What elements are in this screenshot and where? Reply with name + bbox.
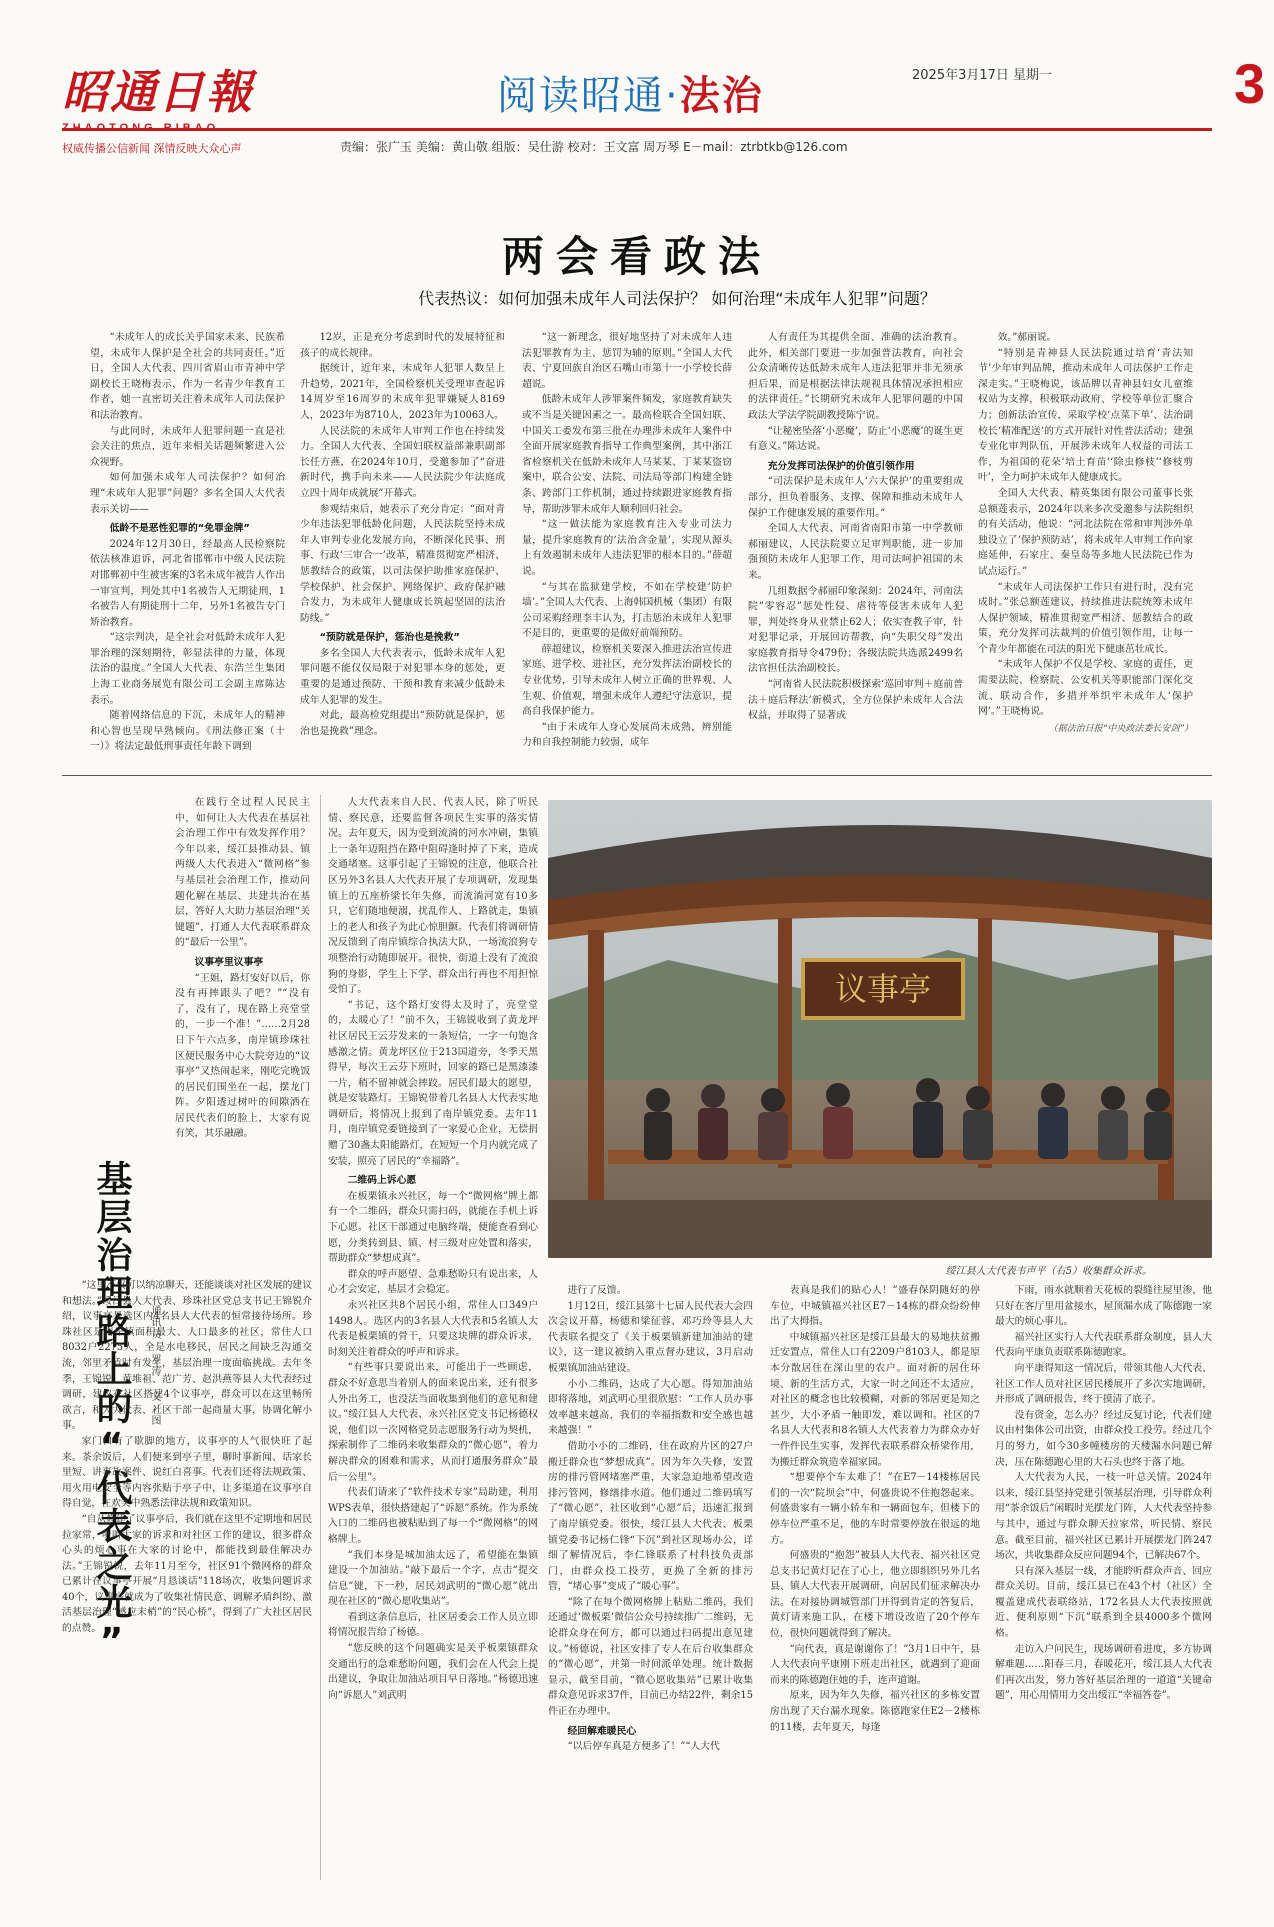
paragraph: 低龄未成年人涉罪案件频发，家庭教育缺失或不当是关键因素之一。最高检联合全国妇联、中国关工委发布第三批在办理涉未成年人案件中全面开展家庭教育指导工作典型案例，其中浙江省检察机关在低龄未成年人马某某、丁某某盗窃案中，联合公安、法院、司法局等部门构建全链条、跨部门工作机制，通过持续跟进家庭教育指导，帮助涉罪未成年人顺利回归社会。 xyxy=(522,394,732,515)
section-subheading: 二维码上诉心愿 xyxy=(347,1175,417,1187)
paragraph: “想要停个车太难了！”在E7－14楼栋居民们的一次“院坝会”中，何盛贵说不住抱怨起来。何盛贵家有一辆小轿车和一辆面包车，但楼下的停车位严重不足，他的车时常要停放在很远的地方。 xyxy=(770,1472,980,1546)
article1-column-4 xyxy=(748,330,963,760)
paragraph: “以后停车真是方便多了！”“人大代 xyxy=(567,1741,720,1753)
paragraph: 进行了反馈。 xyxy=(567,1285,627,1296)
paragraph: “这一新理念，很好地坚持了对未成年人违法犯罪教育为主、惩罚为辅的原则。”全国人大代表、宁夏回族自治区石嘴山市第十一小学校长薛超说。 xyxy=(522,332,732,390)
paragraph: “这一做法能为家庭教育注入专业司法力量，提升家庭教育的‘法治含金量’，实现从源头上有效遏制未成年人违法犯罪的根本目的。”薛超说。 xyxy=(522,519,732,577)
paragraph: 家门口有了歇脚的地方，议事亭的人气很快旺了起来。茶余饭后，人们便来到亭子里，聊时事新闻、话家长里短、讲事故案件、说红白喜事。代表们还将法规政策、用火用电安全等内容张贴于亭子中，让多渠道在议事亭自得自觉，在欢笑中熟悉法律法规和政策知识。 xyxy=(62,1435,312,1510)
paragraph: 参观结束后，她表示了充分肯定：“面对青少年违法犯罪低龄化问题，人民法院坚持未成年人审判专业化发展方向，不断深化民事、刑事、行政‘三审合一’改革，精准贯彻宽严相济、惩教结合的政策，以司法保护助推家庭保护、学校保护、社会保护、网络保护、政府保护融合发力，为未成年人健康成长筑起坚固的法治防线。” xyxy=(300,503,505,624)
paragraph: 多名全国人大代表表示，低龄未成年人犯罪问题不能仅仅局限于对犯罪本身的惩处，更重要的是通过预防、干预和教育来减少低龄未成年人犯罪的发生。 xyxy=(300,647,505,706)
issue-date: 2025年3月17日 星期一 xyxy=(912,68,1053,83)
paragraph: “未成年人司法保护工作只有进行时，没有完成时。”张总额莲建议，持续推进法院统筹未成年人保护领域，精准贯彻宽严相济、惩教结合的政策，充分发挥司法裁判的价值引领作用，让每一个青少年都能在司法的阳光下健康茁壮成长。 xyxy=(978,581,1193,655)
article2-author: 通讯员 罗涛 文／图 xyxy=(149,1305,160,1427)
article2-column-c xyxy=(328,795,538,1880)
paragraph: 人大代表为人民，一枝一叶总关情。2024年以来，绥江县坚持党建引领基层治理，引导群众利用“茶余饭后”闲暇时光摆龙门阵，人大代表坚持参与其中，通过与群众聊天拉家常，听民情、察民意。截至目前，福兴社区已累计开展摆龙门阵247场次，共收集群众反应问题94个，已解决67个。 xyxy=(995,1472,1212,1562)
article2-column-a xyxy=(175,795,310,1270)
logo-chinese: 昭通日報 xyxy=(62,65,254,119)
paragraph: 下雨，雨水就顺着天花板的裂缝往屋里渗，他只好在客厅里用盆接水，屋顶漏水成了陈德跑一家最大的烦心事儿。 xyxy=(995,1285,1212,1328)
paragraph: 1月12日，绥江县第十七届人民代表大会四次会议开幕，杨德和梁征蓉、邓巧玲等县人大代表联名提交了《关于板栗镇新建加油站的建议》，这一建议被纳入重点督办建议，3月启动板栗镇加油站建设。 xyxy=(548,1300,753,1374)
paragraph: “河南省人民法院积极探索‘巡回审判＋庭前普法＋庭后释法’新模式，全方位保护未成年人合法权益，并取得了显著成 xyxy=(748,679,963,722)
section-separator: · xyxy=(665,73,680,119)
paragraph: “自从修建了议事亭后，我们就在这里不定期地和居民拉家常，听听大家的诉求和对社区工作的建议，很多群众心头的烦心事在大家的讨论中，都能找到最佳解决办法。”王锦锐说，去年11月至今，社区91个微网格的群众已累计在议事亭开展“月恳谈话”118场次，收集问题诉求40个，议事亭就成为了收集社情民意、调解矛盾纠纷、激活基层治理“感应末梢”的“民心桥”，得到了广大社区居民的点赞。 xyxy=(62,1513,312,1635)
paragraph: 没有资金，怎么办？经过反复讨论，代表们建议由村集体公司出资，由群众投工投劳。经过几个月的努力，如今30多幢楼房的天楼漏水问题已解决，压在陈德跑心里的大石头也终于落了地。 xyxy=(995,1409,1212,1468)
paragraph: 代表们请来了“软件技术专家”局助建，利用WPS表单，很快搭建起了“诉愿”系统。作为系统入口的二维码也被粘贴到了每一个“微网格”的网格牌上。 xyxy=(328,1487,538,1545)
paragraph: “让秘密坠落‘小恶魔’，防止‘小恶魔’的诞生更有意义。”陈达说。 xyxy=(748,425,963,453)
article2-headline: 基层治理路上的“代表之光” xyxy=(91,1160,132,1664)
paragraph: “未成年人的成长关乎国家未来、民族希望，未成年人保护是全社会的共同责任。”近日，全国人大代表、四川省眉山市青神中学副校长王晓梅表示，作为一名青少年教育工作者，她一直密切关注着未成年人司法保护和法治教育。 xyxy=(90,332,285,421)
column-rule xyxy=(320,795,321,1880)
article-divider xyxy=(62,775,1212,776)
logo-slogan: 权威传播公信新闻 深情反映大众心声 xyxy=(62,142,242,155)
paragraph: 人民法院的未成年人审判工作也在持续发力。全国人大代表、全国妇联权益部兼职副部长任方燕，在2024年10月，受邀参加了“奋进新时代，携手向未来——人民法院少年法庭成立四十周年成就展”开幕式。 xyxy=(300,425,505,499)
article-source: （据法治日报“中央政法委长安剑”） xyxy=(1048,723,1193,734)
paragraph: 在板栗镇永兴社区，每一个“微网格”牌上都有一个二维码，群众只需扫码，就能在手机上诉下心愿。社区干部通过电脑终端，便能查看到心愿，分类转到县、镇、村三级对应处置和落实，帮助群众“梦想成真”。 xyxy=(328,1190,538,1265)
photo-caption: 绥江县人大代表韦声平（右5）收集群众诉求。 xyxy=(945,1266,1152,1277)
paragraph: “由于未成年人身心发展尚未成熟，辨别能力和自我控制能力较弱，成年 xyxy=(522,721,732,749)
paragraph: 原来，因为年久失修，福兴社区的多栋安置房出现了天台漏水现象。陈德跑家住E2－2楼栋的11楼，去年夏天，每逢 xyxy=(770,1690,980,1733)
article2-column-e xyxy=(770,1283,980,1880)
section-subheading: “预防就是保护，惩治也是挽救” xyxy=(319,632,460,644)
article1-subtitle: 代表热议：如何加强未成年人司法保护？ 如何治理“未成年人犯罪”问题？ xyxy=(418,289,936,308)
paragraph: “与其在监狱建学校，不如在学校建‘防护墙’。”全国人大代表、上海韩国机械（集团）有限公司采购经理李丰认为，打击惩治未成年人犯罪不是目的，更重要的是做好前端预防。 xyxy=(522,581,732,640)
article1-column-1 xyxy=(90,330,285,760)
article2-column-d xyxy=(548,1283,753,1880)
paragraph: “这里不仅可以纳凉聊天，还能谈谈对社区发展的建议和想法。”绥江县人大代表、珍珠社区党总支书记王锦锐介绍，议事亭是选区内4名县人大代表的恒常接待场所。珍珠社区是南岸镇面积最大、人口最多的社区，常住人口8032户2275人，全是水电移民，居民之间缺乏沟通交流，邻里矛盾时有发生，基层治理一度面临挑战。去年冬季，王锦锐、黄堆祖、范广芳、赵洪燕等县人大代表经过调研，建议在社区搭建4个议事亭，群众可以在这里畅所欲言，和人大代表、社区干部一起商量大事，协调化解小事。 xyxy=(62,1280,312,1432)
paragraph: 只有深入基层一线，才能聆听群众声音、回应群众关切。目前，绥江县已在43个村（社区）全覆盖建成代表联络站，172名县人大代表按照就近、便利原则“下沉”联系到全县4000多个微网格。 xyxy=(995,1565,1212,1640)
editor-credits: 责编：张广玉 美编：黄山敬 组版：吴仕游 校对：王文富 周万琴 E－mail：ztrbtkb@126.com xyxy=(340,140,848,154)
paragraph: “向代表，真是谢谢你了！”3月1日中午，县人大代表向平康刚下班走出社区，就遇到了迎面而来的陈德跑住她的手，连声道谢。 xyxy=(770,1643,980,1686)
section-highlight: 法治 xyxy=(679,73,764,119)
paragraph: 对此，最高检党组提出“预防就是保护，惩治也是挽救”理念。 xyxy=(300,710,505,737)
paragraph: 在践行全过程人民民主中，如何让人大代表在基层社会治理工作中有效发挥作用？今年以来，绥江县推动县、镇两级人大代表进入“微网格”参与基层社会治理工作，推动问题化解在基层、共建共治在基层，答好人大助力基层治理“关键题”，打通人大代表联系群众的“最后一公里”。 xyxy=(175,797,310,949)
paragraph: 人有责任为其提供全面、准确的法治教育。此外，相关部门要进一步加强普法教育，向社会公众清晰传达低龄未成年人违法犯罪并非无须承担后果，而是根据法律法规视具体情况承担相应的法律责任。”长期研究未成年人犯罪问题的中国政法大学法学院副教授陈宁说。 xyxy=(748,332,963,421)
article2-photo xyxy=(548,800,1212,1258)
paragraph: “王姐，路灯安好以后，你没有再摔跟头了吧？”“没有了，没有了，现在路上亮堂堂的，一步一个准！”……2月28日下午六点多，南岸镇珍珠社区便民服务中心大院旁边的“议事亭”又热闹起来，刚吃完晚饭的居民们围坐在一起，摆龙门阵。夕阳透过树叶的间隙洒在居民代表们的脸上，大家有说有笑，其乐融融。 xyxy=(175,972,310,1140)
paragraph: 中城镇福兴社区是绥江县最大的易地扶贫搬迁安置点，常住人口有2209户8103人，都是原本分散居住在深山里的农户。面对新的居住环境、新的生活方式，大家一时之间还不太适应，对社区的概念也比较模糊，对新的邻居更是知之甚少，大小矛盾一触即发，难以调和。社区的7名县人大代表和8名镇人大代表着力为群众办好一件件民生实事，发挥代表联系群众桥梁作用，为搬迁群众筑造幸福家园。 xyxy=(770,1331,980,1468)
paragraph: 随着网络信息的下沉，未成年人的精神和心智也呈现早熟倾向。《刑法修正案（十一）》将法定最低刑事责任年龄下调到 xyxy=(90,710,285,753)
paragraph: “书记，这个路灯安得太及时了，亮堂堂的，太暖心了！”前不久，王锦锐收到了黄龙坪社区居民王云芬发来的一条短信，一字一句饱含感激之情。黄龙坪区位于213国道旁，冬季天黑得早，每次王云芬下班时，回家的路已是黑漆漆一片，稍不留神就会摔跤。居民们最大的愿望，就是安装路灯。王锦锐带着几名县人大代表实地调研后，将情况上报到了南岸镇党委。去年11月，南岸镇党委链接到了一家爱心企业，无偿捐赠了30盏太阳能路灯，在短短一个月内就完成了安装，照亮了居民的“幸福路”。 xyxy=(328,999,538,1167)
page-number: 3 xyxy=(1234,52,1266,115)
paragraph: 效。”郝丽说。 xyxy=(997,332,1057,343)
article2-column-b xyxy=(62,1278,312,1878)
header-divider xyxy=(62,128,1212,131)
paragraph: “除了在每个微网格牌上粘贴二维码，我们还通过‘微板栗’微信公众号持续推广二维码，无论群众身在何方，都可以通过扫码提出意见建议。”杨德说，社区安排了专人在后台收集群众的“微心愿”，并第一时间派单处理。统计数据显示，截至目前，“微心愿收集站”已累计收集群众意见诉求37件，目前已办结22件，剩余15件正在办理中。 xyxy=(548,1596,753,1718)
paragraph: 据统计，近年来，未成年人犯罪人数呈上升趋势，2021年，全国检察机关受理审查起诉14周岁至16周岁的未成年犯罪嫌疑人8169人，2023年为8710人，2023年为10063人。 xyxy=(300,363,505,421)
paragraph: 与此同时，未成年人犯罪问题一直是社会关注的焦点，近年来相关话题频繁进入公众视野。 xyxy=(90,425,285,468)
paragraph: 人大代表来自人民、代表人民，除了听民情、察民意，还要监督各项民生实事的落实情况。去年夏天，因为受到流淌的河水冲刷，集镇上一条年迈阻挡在路中阻碍逢时掉了下来，造成交通堵塞。这事引起了王锦锐的注意，他联合社区另外3名县人大代表开展了专项调研，发现集镇上的五座桥梁长年失修，而流淌河宽有10多只，它们随地便溺，扰乱作人、上路就走，集镇上的老人和孩子为此心惊胆颤。代表们将调研情况反馈到了南岸镇综合执法大队，一场流浪狗专项整治行动随即展开。很快，街道上没有了流浪狗的身影，学生上下学、群众出行再也不用担惊受怕了。 xyxy=(328,797,538,996)
paragraph: 永兴社区共8个居民小组，常住人口349户1498人。选区内的3名县人大代表和5名镇人大代表是板栗镇的骨干，只要这块牌的群众诉求，时刻关注着群众的呼声和诉求。 xyxy=(328,1300,538,1358)
paragraph: 福兴社区实行人大代表联系群众制度，县人大代表向平康负责联系陈德跑家。 xyxy=(995,1331,1212,1359)
section-subheading: 议事亭里议事亭 xyxy=(194,956,264,968)
paragraph: “这宗判决，是全社会对低龄未成年人犯罪治理的深刻期待，彰显法律的力量，体现法治的温度。”全国人大代表、东浩兰生集团上海工业商务展览有限公司工会副主席陈达表示。 xyxy=(90,632,285,706)
article1-column-3 xyxy=(522,330,732,760)
paragraph: 走访入户问民生，现场调研看进度，多方协调解难题……阳春三月，春暖花开，绥江县人大代表们再次出发，努力答好基层治理的一道道“关键命题”，用心用情用力交出绥江“幸福答卷”。 xyxy=(995,1643,1212,1702)
paragraph: “未成年人保护不仅是学校、家庭的责任，更需要法院、检察院、公安机关等职能部门深化交流、联动合作，多措并举织牢未成年人‘保护网’。”王晓梅说。 xyxy=(978,659,1193,718)
paragraph: 借助小小的二维码，住在政府片区的27户搬迁群众也“梦想成真”。因为年久失修，安置房的排污管网堵塞严重，大家急迫地希望改造排污管网，修缮排水道。他们通过二维码填写了“微心愿”，社区收到“心愿”后，迅速汇报到了南岸镇党委。很快，绥江县人大代表、板栗镇党委书记杨仁锋“下沉”到社区现场办公，详细了解情况后，李仁锋联系了村科技负责部门，由群众投工投劳，更换了全新的排污管，“堵心事”变成了“暖心事”。 xyxy=(548,1440,753,1593)
article1-title: 两会看政法 xyxy=(501,232,772,281)
paragraph: “司法保护是未成年人‘六大保护’的重要组成部分，担负着服务、支撑、保障和推动未成年人保护工作健康发展的重要作用。” xyxy=(748,476,963,519)
paragraph: 全国人大代表、精英集团有限公司董事长张总额莲表示，2024年以来多次受邀参与法院组织的有关活动，他说：“河北法院在常和审判涉外单独设立了‘保护预防站’，将未成年人审判工作向家庭延伸，石家庄、秦皇岛等多地人民法院已作为试点运行。” xyxy=(978,487,1193,577)
paragraph: 薛超建议，检察机关要深入推进法治宣传进家庭、进学校、进社区，充分发挥法治副校长的专业优势，引导未成年人树立正确的世界观、人生观、价值观，增强未成年人遵纪守法意识，提高自我保护能力。 xyxy=(522,643,732,718)
article1-column-2 xyxy=(300,330,505,760)
paragraph: 表真是我们的贴心人！”盛春保阴随好的停车位，中城镇福兴社区E7－14栋的群众纷纷伸出了大拇指。 xyxy=(770,1285,980,1328)
article1-column-5 xyxy=(978,330,1193,760)
section-name: 阅读昭通 xyxy=(497,73,665,119)
pavilion-sign: 议事亭 xyxy=(834,970,932,1008)
section-subheading: 经回解难暖民心 xyxy=(567,1725,637,1737)
paragraph: “您反映的这个问题确实是关乎板栗镇群众交通出行的急难愁盼问题，我们会在人代会上提出建议，争取让加油站项目早日落地。”杨德迅速向“诉愿人”刘武明 xyxy=(328,1643,538,1701)
paragraph: 看到这条信息后，社区居委会工作人员立即将情况报告给了杨德。 xyxy=(328,1611,538,1639)
section-subheading: 低龄不是恶性犯罪的“免罪金牌” xyxy=(109,523,250,535)
paragraph: “特别是青神县人民法院通过培育‘青法知节’少年审判品牌，推动未成年人司法保护工作走深走实。”王晓梅说，该品牌以青神县妇女儿童维权站为支撑，积极联动政府、学校等单位汇聚合力；创新法治宣传，采取学校‘点菜下单’、法治副校长‘精准配送’的方式开展针对性普法活动；建强专业化审判队伍，开展涉未成年人权益的司法工作，为祖国的花朵‘培土育苗’‘除虫修枝’‘修枝剪叶’，全力呵护未成年人健康成长。 xyxy=(978,347,1193,484)
paragraph: 12岁，正是充分考虑到时代的发展特征和孩子的成长规律。 xyxy=(300,332,505,359)
paragraph: “我们本身是城加油太远了，希望能在集镇建设一个加油站。”敲下最后一个字，点击“提交信息”键，下一秒，居民刘武明的“微心愿”就出现在社区的“微心愿收集站”。 xyxy=(328,1549,538,1608)
paragraph: 全国人大代表、河南省南阳市第一中学教师郝丽建议，人民法院要立足审判职能，进一步加强预防未成年人犯罪工作，用司法呵护祖国的未来。 xyxy=(748,523,963,581)
paragraph: “有些事只要说出来，可能出于一些顾虑，群众不好意思当着别人的面来说出来，还有很多人外出务工，也没法当面收集到他们的意见和建议。”绥江县人大代表、永兴社区党支书记杨德权说，他们以一次网格党员志愿服务行动为契机，探索制作了二维码来收集群众的“微心愿”，着力解决群众的困难和需求，从而打通服务群众“最后一公里”。 xyxy=(328,1362,538,1483)
paragraph: 如何加强未成年人司法保护？如何治理“未成年人犯罪”问题？多名全国人大代表表示关切—— xyxy=(90,472,285,515)
paragraph: 2024年12月30日，经最高人民检察院依法核准追诉，河北省邯郸市中级人民法院对邯郸初中生被害案的3名未成年被告人作出一审宣判，判处其中1名被告人无期徒刑，1名被告人有期徒刑十二年，另外1名被告专门矫治教育。 xyxy=(90,538,285,628)
paragraph: 向平康得知这一情况后，带领其他人大代表、社区工作人员对社区居民楼展开了多次实地调研，并形成了调研报告，终于摸清了底子。 xyxy=(995,1362,1212,1406)
newspaper-logo xyxy=(62,56,292,156)
pavilion-photo-illustration xyxy=(548,800,1212,1258)
paragraph: 何盛贵的“抱怨”被县人大代表、福兴社区党总支书记黄灯记在了心上，他立即组织另外几名县、镇人大代表开展调研，向居民们征求解决办法。在对接协调城管部门并得到肯定的答复后，黄灯请来施工队，在楼下增设改造了20个停车位，很快问题就得到了解决。 xyxy=(770,1550,980,1640)
article2-column-f xyxy=(995,1283,1212,1880)
paragraph: 小小二维码，达成了大心愿。得知加油站即将落地，刘武明心里很欣慰：“工作人员办事效率越来越高，我们的幸福指数和安全感也越来越强！” xyxy=(548,1378,753,1437)
paragraph: 几组数据令郝丽印象深刻：2024年，河南法院“零容忍”惩处性侵、虐待等侵害未成年人犯罪，判处终身从业禁止62人；依实查教子审，针对犯罪记录，开展回访帮教，向“失职父母”发出家庭教育指导令479份；各级法院共选派2499名法官担任法治副校长。 xyxy=(748,585,963,675)
paragraph: 群众的呼声愿望、急难愁盼只有说出来，人心才会安定，基层才会稳定。 xyxy=(328,1268,538,1296)
section-title xyxy=(497,64,764,121)
section-subheading: 充分发挥司法保护的价值引领作用 xyxy=(767,460,915,472)
